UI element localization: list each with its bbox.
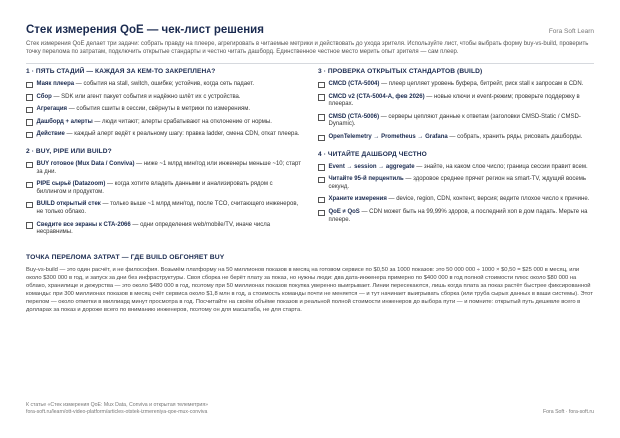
breakpoint-text: Buy-vs-build — это один расчёт, и не философия. Возьмём платформу на 50 миллионов показов в месяц на готовом сервисе по $0,50 за 1000 показов: это 50 000 000 ÷ 1000 × $0,50 = $25 000 в месяц, или около $300 000 в год, и запуск за дни без инфраструктуры. Своя сборка не берёт плату за показ, но нужны люди: два дата-инженера примерно по $400 000 в год полной стоимости плюс около $80 000 на облако, хранилище и дежурства — это около $480 000 в год, поэтому при 50 миллионах показов покупка уверенно выигрывает. Линии пересекаются, лишь когда плата за показ растёт быстрее фиксированной команды: при 300 миллионах показов в месяц счёт сервиса около $1,8 млн в год, а стоимость команды почти не меняется — и тут начинает выигрывать сборка (или труба сырых данных в ваши системы). Этот перелом — около отметки в миллиард минут просмотра в год. Посчитайте на своём объёме показов и реальной полной стоимости инженеров до выбора пути — и помните: открытый путь дешевле всего в долларах за показ и дороже всего по вниманию инженеров, поэтому он для масштаба, не для старта. — [26, 267, 593, 313]
item-term: Сбор — [36, 93, 52, 100]
checklist-item — [26, 161, 302, 176]
checkbox[interactable] — [318, 82, 325, 89]
item-text: — когда хотите владеть данными и анализировать рядом с биллингом и продуктом. — [36, 181, 273, 195]
item-term: Дашборд + алерты — [36, 118, 93, 125]
checkbox[interactable] — [26, 162, 33, 169]
breakpoint-section — [26, 254, 594, 314]
checkbox[interactable] — [26, 107, 33, 114]
checklist-item — [318, 114, 598, 129]
checkbox[interactable] — [318, 210, 325, 217]
section-heading-buy-build: 2 · BUY, PIPE ИЛИ BUILD? — [26, 147, 112, 155]
page-title: Стек измерения QoE — чек-лист решения — [26, 24, 264, 36]
section-heading-dashboard: 4 · ЧИТАЙТЕ ДАШБОРД ЧЕСТНО — [318, 150, 427, 158]
checkbox[interactable] — [318, 114, 325, 121]
item-text: — одни определения web/mobile/TV, иначе числа несравнимы. — [36, 221, 271, 236]
checklist-item — [318, 209, 598, 224]
checklist-item — [318, 164, 598, 172]
item-text: — новые ключи и event-режим; проверьте поддержку в плеерах. — [328, 93, 580, 108]
item-term: Агрегация — [36, 106, 68, 113]
item-text: — только выше ~1 млрд мин/год, после TCO, считающего инженеров, не только облако. — [36, 201, 299, 215]
item-text: — ниже ~1 млрд мин/год или инженеры меньше ~10; старт за дни. — [36, 160, 301, 175]
item-term: Event → session → aggregate — [328, 163, 415, 170]
item-text: — серверы цепляют данные к ответам (заголовки CMSD-Static / CMSD-Dynamic). — [328, 113, 581, 128]
right-column — [318, 68, 598, 229]
checkbox[interactable] — [26, 182, 33, 189]
checkbox[interactable] — [318, 135, 325, 142]
checklist-item — [26, 131, 302, 139]
section-heading-stages: 1 · ПЯТЬ СТАДИЙ — КАЖДАЯ ЗА КЕМ-ТО ЗАКРЕПЛЕНА? — [26, 68, 216, 75]
checklist-item — [26, 181, 302, 196]
item-term: Действие — [36, 131, 65, 138]
footer — [26, 402, 594, 417]
footer-brand: Fora Soft · fora-soft.ru — [542, 409, 594, 416]
item-term: CMSD (CTA-5006) — [328, 113, 380, 120]
checklist-item — [26, 222, 302, 237]
divider — [26, 63, 594, 64]
checkbox[interactable] — [26, 119, 33, 126]
checkbox[interactable] — [26, 132, 33, 139]
item-text: — CDN может быть на 99,99% здоров, а последний хоп в дом падать. Мерьте на плеере. — [328, 208, 588, 223]
item-text: — знайте, на каком слое число; граница сессии правит всем. — [414, 163, 588, 170]
checklist-item — [318, 94, 598, 109]
checklist-item — [26, 201, 302, 216]
checklist-item — [318, 196, 598, 204]
checkbox[interactable] — [318, 94, 325, 101]
item-text: — плеер цепляет уровень буфера, битрейт, риск stall к запросам в CDN. — [379, 81, 584, 87]
intro-text: Стек измерения QoE делает три задачи: собрать правду на плеере, агрегировать в читаемые метрики и действовать до ухода зрителя. Используйте лист, чтобы выбрать форму buy-vs-build, проверить точку перелома по затратам, подключить открытые стандарты и честно читать дашборд. Единственное честное место мерить опыт зрителя — сам плеер. — [26, 41, 589, 56]
checklist-item — [318, 176, 598, 191]
footer-article-title: К статье «Стек измерения QoE: Mux Data, Conviva и открытая телеметрия» — [26, 402, 209, 408]
checklist-item — [26, 106, 302, 114]
checkbox[interactable] — [26, 94, 33, 101]
item-term: Сведите все экраны к CTA-2066 — [36, 221, 131, 228]
checkbox[interactable] — [26, 222, 33, 229]
checkbox[interactable] — [318, 177, 325, 184]
item-term: CMCD (CTA-5004) — [328, 81, 380, 87]
brand-label: Fora Soft Learn — [548, 28, 594, 35]
footer-article-url[interactable]: fora-soft.ru/learn/ott-video-platform/articles-otstek-izmereniya-qoe-mux-conviva — [26, 409, 208, 416]
item-text: — device, region, CDN, контент, версия; ведите плохое число к причине. — [386, 196, 590, 203]
checkbox[interactable] — [318, 164, 325, 171]
checklist-item — [26, 94, 302, 102]
checklist-item — [26, 119, 302, 127]
item-text: — SDK или агент пакует события и надёжно шлёт их с устройства. — [51, 93, 241, 100]
item-term: PIPE сырьё (Datazoom) — [36, 181, 106, 188]
item-term: BUY готовое (Mux Data / Conviva) — [36, 160, 135, 167]
item-term: BUILD открытый стек — [36, 201, 101, 208]
item-term: Храните измерения — [328, 196, 387, 203]
item-text: — собрать, хранить ряды, рисовать дашборды. — [447, 133, 583, 140]
item-text: — события сшиты в сессии, свёрнуты в метрики по измерениям. — [67, 106, 250, 113]
item-text: — события на stall, switch, ошибке; устойчив, когда сеть падает. — [74, 81, 254, 87]
checklist-item — [318, 81, 598, 89]
item-term: Маяк плеера — [36, 81, 75, 87]
header — [26, 24, 594, 36]
item-term: QoE ≠ QoS — [328, 208, 360, 215]
checkbox[interactable] — [26, 82, 33, 89]
checkbox[interactable] — [26, 202, 33, 209]
checklist-item — [26, 81, 302, 89]
item-term: CMCD v2 (CTA-5004-A, фев 2026) — [328, 93, 425, 100]
left-column — [26, 68, 302, 242]
item-term: Читайте 95-й перцентиль — [328, 176, 404, 183]
checklist-item — [318, 134, 598, 142]
section-heading-standards: 3 · ПРОВЕРКА ОТКРЫТЫХ СТАНДАРТОВ (BUILD) — [318, 68, 483, 75]
checkbox[interactable] — [318, 197, 325, 204]
item-term: OpenTelemetry → Prometheus → Grafana — [328, 133, 448, 140]
item-text: — каждый алерт ведёт к реальному шагу: правка ladder, смена CDN, откат плеера. — [64, 131, 300, 138]
item-text: — здоровое среднее прячет регион на smart-TV, ждущий восемь секунд. — [328, 176, 586, 190]
breakpoint-heading: ТОЧКА ПЕРЕЛОМА ЗАТРАТ — ГДЕ BUILD ОБГОНЯЕТ BUY — [26, 254, 225, 261]
item-text: — люди читают; алерты срабатывают на отклонение от нормы. — [92, 118, 272, 125]
